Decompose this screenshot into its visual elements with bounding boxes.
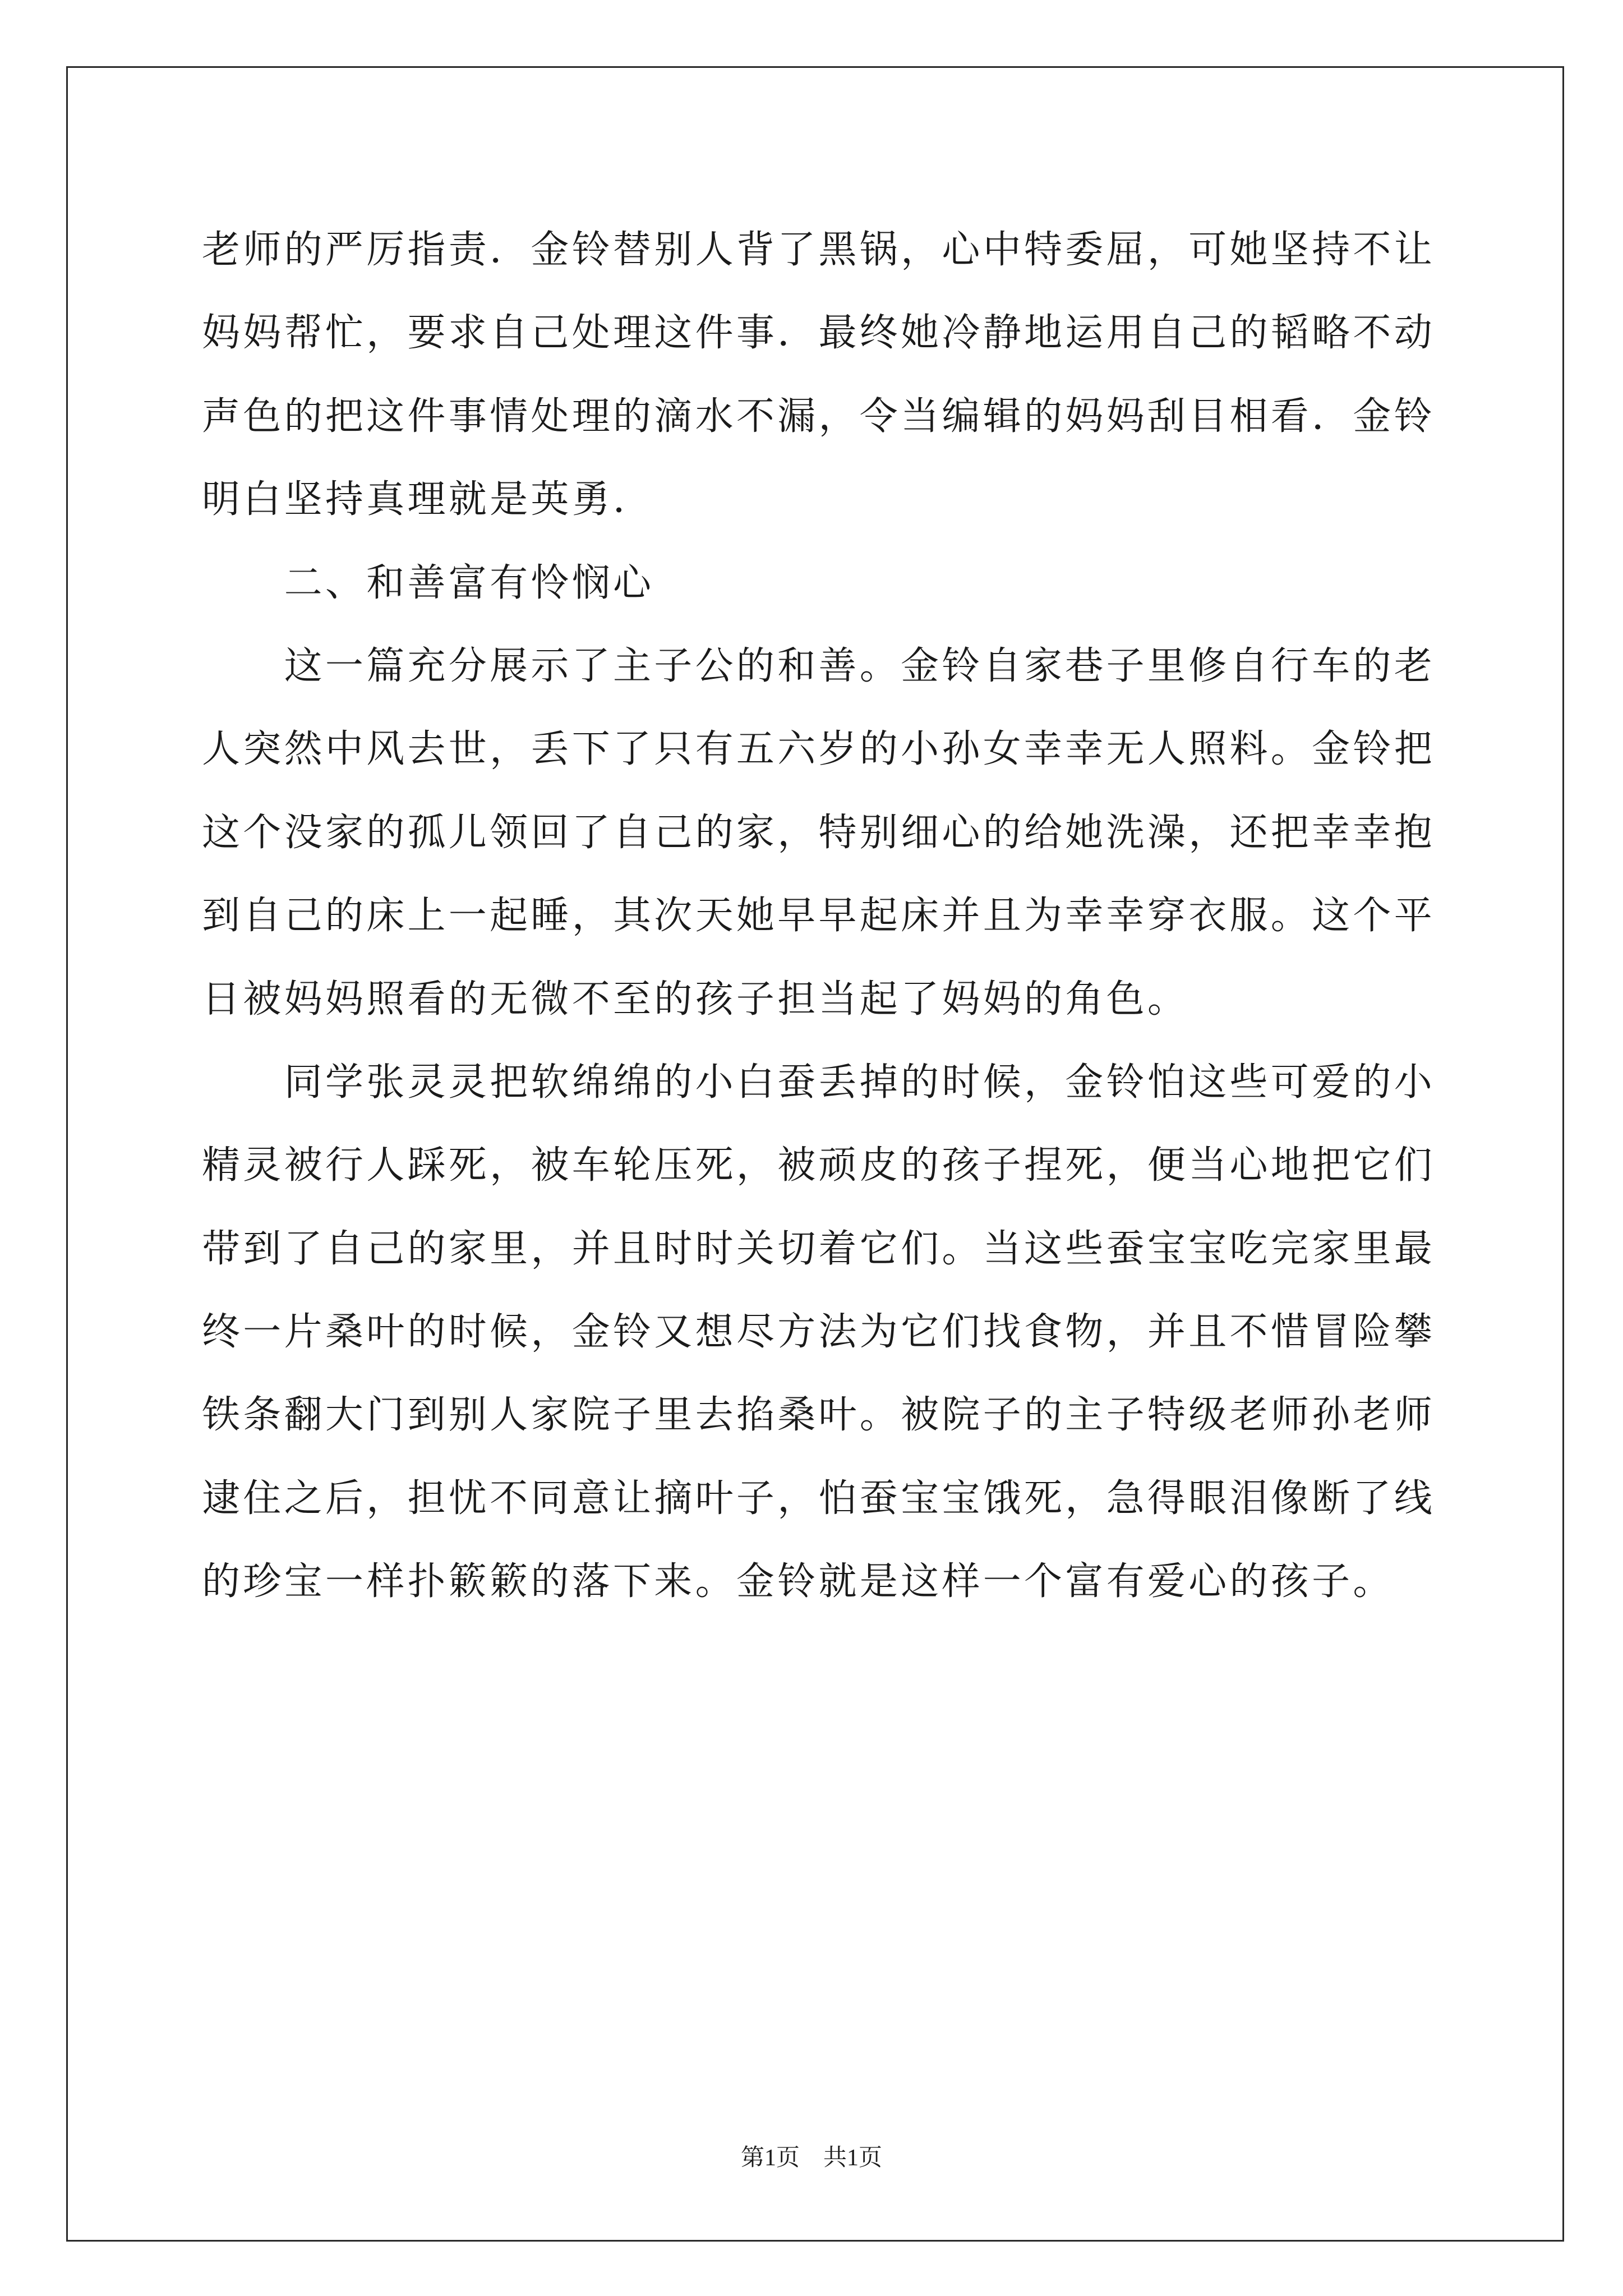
section-heading (202, 542, 1469, 625)
text-line: 声色的把这件事情处理的滴水不漏，令当编辑的妈妈刮目相看．金铃 (202, 394, 1436, 439)
paragraph (202, 1041, 1469, 1624)
paragraph-continuation (202, 209, 1469, 542)
text-line: 老师的严厉指责．金铃替别人背了黑锅，心中特委屈，可她坚持不让 (202, 228, 1436, 272)
text-line: 人突然中风去世，丢下了只有五六岁的小孙女幸幸无人照料。金铃把 (202, 727, 1436, 772)
text-line: 同学张灵灵把软绵绵的小白蚕丢掉的时候，金铃怕这些可爱的小 (284, 1060, 1435, 1105)
text-line: 的珍宝一样扑簌簌的落下来。金铃就是这样一个富有爱心的孩子。 (202, 1559, 1394, 1604)
text-line: 日被妈妈照看的无微不至的孩子担当起了妈妈的角色。 (202, 977, 1189, 1022)
document-body (202, 209, 1469, 1624)
text-line: 明白坚持真理就是英勇． (202, 477, 654, 522)
text-line: 到自己的床上一起睡，其次天她早早起床并且为幸幸穿衣服。这个平 (202, 894, 1436, 938)
text-line: 终一片桑叶的时候，金铃又想尽方法为它们找食物，并且不惜冒险攀 (202, 1310, 1436, 1355)
paragraph (202, 625, 1469, 1041)
text-line: 妈妈帮忙，要求自己处理这件事．最终她冷静地运用自己的韬略不动 (202, 311, 1436, 356)
text-line: 铁条翻大门到别人家院子里去掐桑叶。被院子的主子特级老师孙老师 (202, 1393, 1436, 1438)
text-line: 精灵被行人踩死，被车轮压死，被顽皮的孩子捏死，便当心地把它们 (202, 1143, 1436, 1188)
text-line: 带到了自己的家里，并且时时关切着它们。当这些蚕宝宝吃完家里最 (202, 1226, 1436, 1271)
text-line: 这个没家的孤儿领回了自己的家，特别细心的给她洗澡，还把幸幸抱 (202, 810, 1436, 855)
section-heading-text: 二、和善富有怜悯心 (284, 560, 654, 605)
text-line: 这一篇充分展示了主子公的和善。金铃自家巷子里修自行车的老 (284, 643, 1435, 688)
text-line: 逮住之后，担忧不同意让摘叶子，怕蚕宝宝饿死，急得眼泪像断了线 (202, 1476, 1436, 1521)
page-number-footer: 第1页 共1页 (740, 2145, 882, 2171)
